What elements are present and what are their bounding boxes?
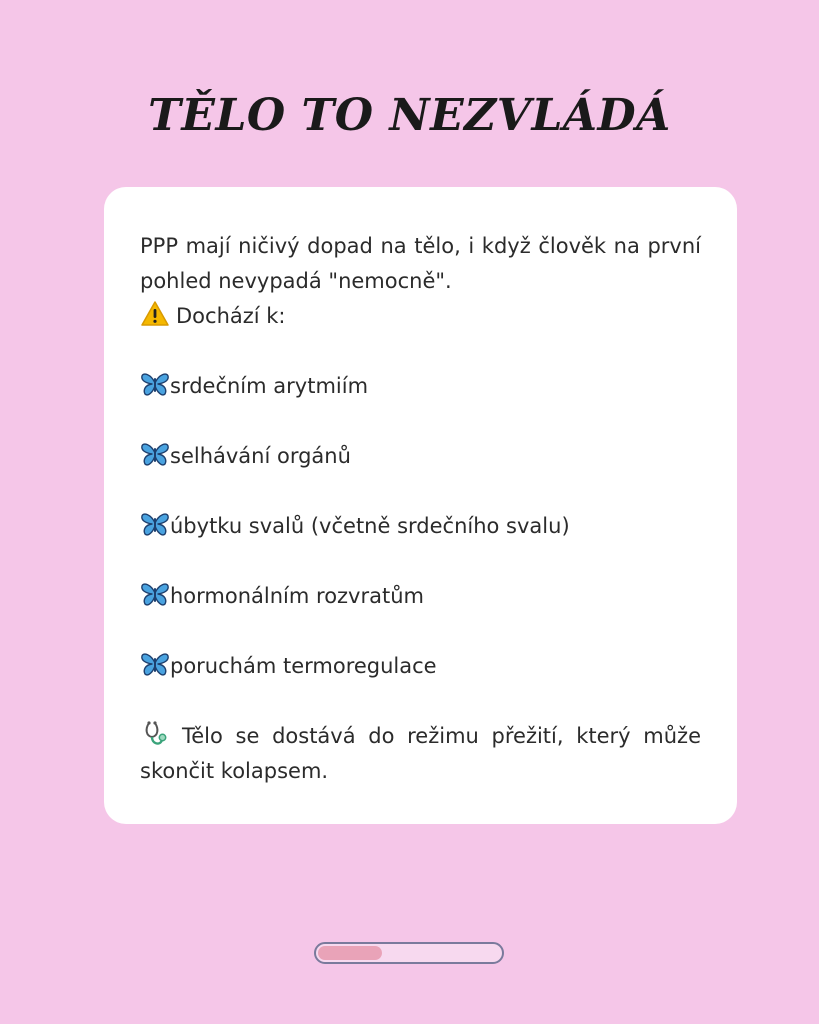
list-item-label: srdečním arytmiím — [170, 374, 369, 398]
stethoscope-icon — [140, 719, 170, 749]
list-item-label: hormonálním rozvratům — [170, 584, 424, 608]
butterfly-icon — [140, 369, 170, 399]
intro-note-label: Dochází k: — [176, 304, 286, 328]
effects-list — [140, 369, 701, 684]
butterfly-icon — [140, 579, 170, 609]
butterfly-icon — [140, 649, 170, 679]
list-item-label: úbytku svalů (včetně srdečního svalu) — [170, 514, 570, 538]
butterfly-icon — [140, 439, 170, 469]
content-card — [104, 187, 737, 824]
list-item — [140, 439, 701, 474]
list-item-label: poruchám termoregulace — [170, 654, 437, 678]
warning-icon — [140, 299, 170, 329]
intro-note — [140, 299, 701, 334]
list-item — [140, 579, 701, 614]
list-item — [140, 649, 701, 684]
page-title: TĚLO TO NEZVLÁDÁ — [148, 90, 671, 141]
list-item — [140, 369, 701, 404]
outro-text: Tělo se dostává do režimu přežití, který může skončit kolapsem. — [140, 724, 701, 783]
intro-text: PPP mají ničivý dopad na tělo, i když člověk na první pohled nevypadá "nemocně". — [140, 234, 701, 293]
butterfly-icon — [140, 509, 170, 539]
slide-progress-fill — [318, 946, 382, 960]
slide-progress-bar — [314, 942, 504, 964]
list-item — [140, 509, 701, 544]
outro-text-block — [140, 719, 701, 789]
list-item-label: selhávání orgánů — [170, 444, 351, 468]
